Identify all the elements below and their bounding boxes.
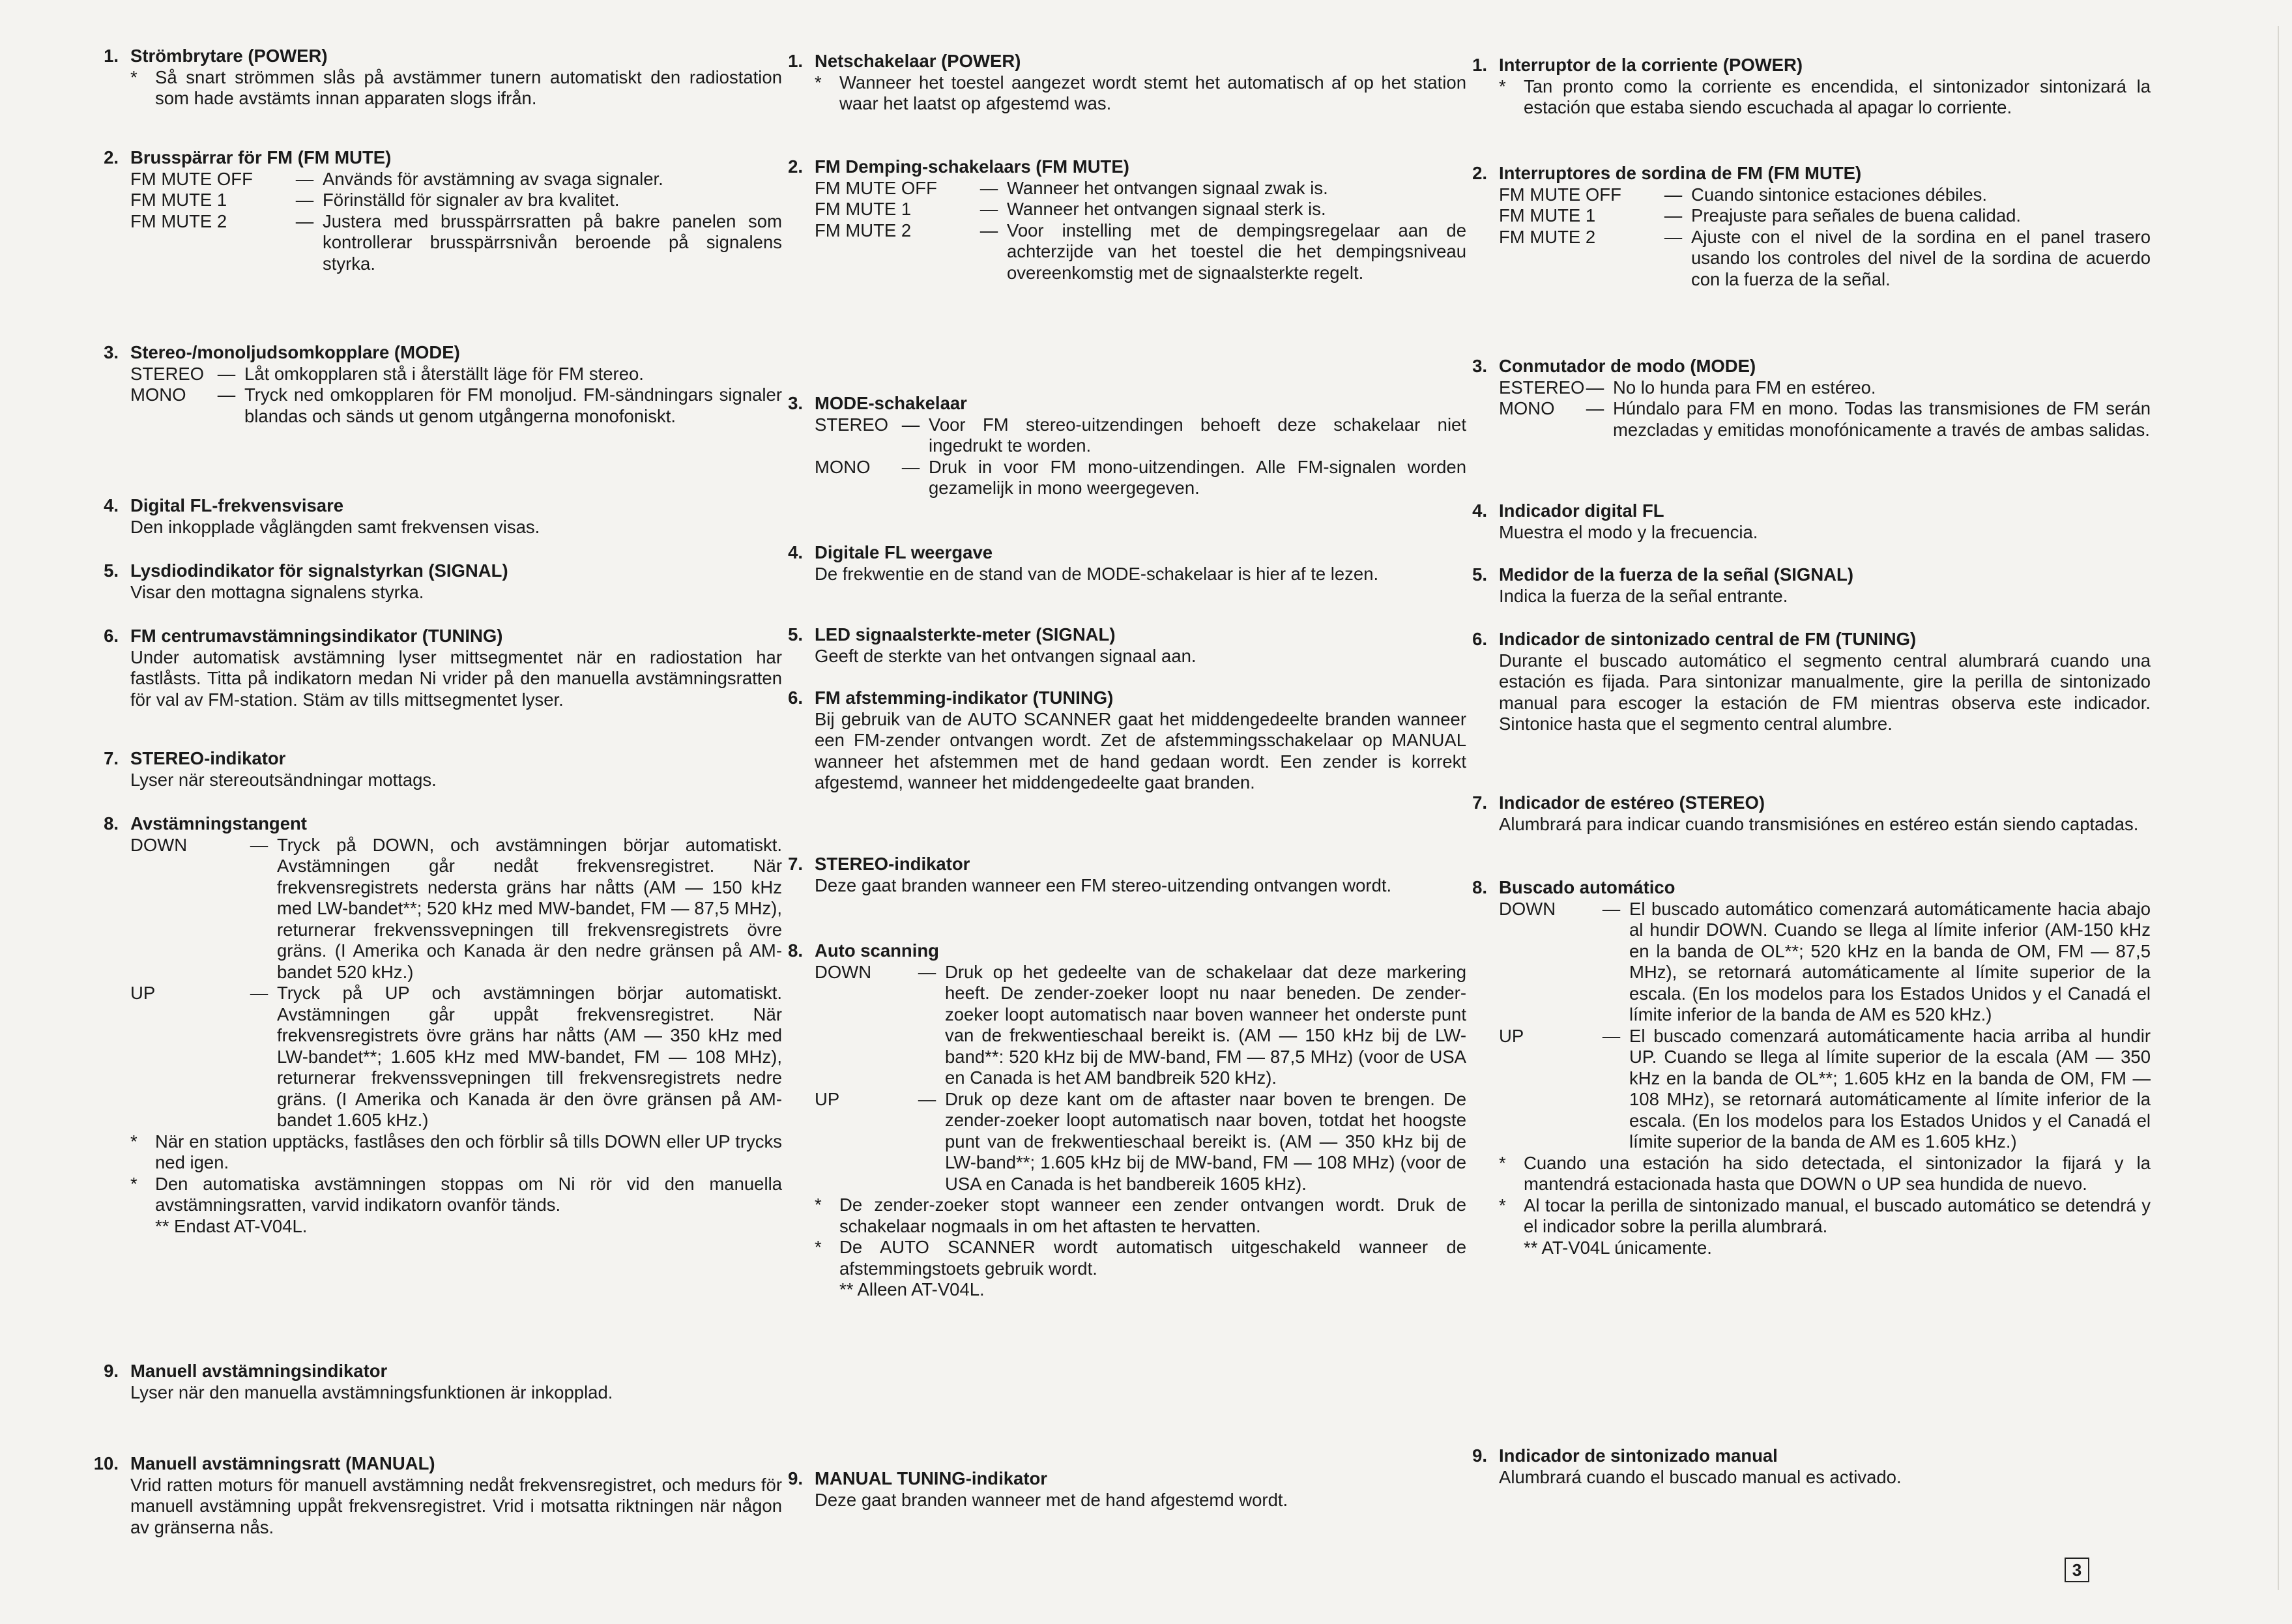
section-item xyxy=(104,748,782,790)
section-item xyxy=(788,688,1466,794)
section-number: 5. xyxy=(104,560,119,581)
section-item xyxy=(788,854,1466,896)
section-item xyxy=(788,51,1466,115)
section-number: 9. xyxy=(788,1468,803,1488)
section-text: De frekwentie en de stand van de MODE-schakelaar is hier af te lezen. xyxy=(815,563,1379,584)
section-number: 8. xyxy=(104,813,119,834)
bullet-icon: * xyxy=(1499,1152,1506,1173)
setting-entry xyxy=(130,983,782,1131)
section-number: 7. xyxy=(1472,792,1487,813)
section-title: Lysdiodindikator för signalstyrkan (SIGNAL) xyxy=(130,560,508,581)
section-title: STEREO-indikator xyxy=(815,854,970,874)
section-title: Indicador de sintonizado central de FM (TUNING) xyxy=(1499,629,1917,649)
setting-entry xyxy=(1499,377,2151,399)
setting-entry xyxy=(815,457,1466,499)
dash-separator: — xyxy=(1586,398,1604,418)
section-number: 2. xyxy=(1472,163,1487,183)
setting-description: Används för avstämning av svaga signaler. xyxy=(323,168,663,189)
section-item xyxy=(1472,629,2151,735)
section-number: 3. xyxy=(104,342,119,362)
section-title: Indicador digital FL xyxy=(1499,500,1664,521)
section-text: Durante el buscado automático el segmento central alumbrará cuando una estación es fijada. Para sintonizar manualmente, gire la perilla de sintonizado manual para escoger la estación de FM mientras observa este indicador. Sintonice hasta que el segmento central alumbre. xyxy=(1499,650,2151,734)
setting-description: Voor instelling met de dempingsregelaar aan de achterzijde van het toestel die het dempingsniveau overeenkomstig met de signaalsterkte regelt. xyxy=(1007,220,1466,283)
section-text: Deze gaat branden wanneer een FM stereo-uitzending ontvangen wordt. xyxy=(815,875,1392,895)
footnote: ** Endast AT-V04L. xyxy=(155,1215,308,1236)
bullet-text: Wanneer het toestel aangezet wordt stemt het automatisch af op het station waar het laatst op afgestemd was. xyxy=(839,72,1466,113)
bullet-icon: * xyxy=(1499,76,1506,96)
bullet-text: Så snart strömmen slås på avstämmer tunern automatiskt den radiostation som hade avstämts innan apparaten slogs ifrån. xyxy=(155,66,782,108)
setting-entry xyxy=(130,384,782,427)
section-number: 1. xyxy=(104,46,119,66)
setting-key: FM MUTE 1 xyxy=(130,190,227,210)
setting-key: MONO xyxy=(130,384,186,405)
section-item xyxy=(1472,1445,2151,1488)
section-title: Manuell avstämningsindikator xyxy=(130,1361,388,1381)
section-item xyxy=(788,1468,1466,1511)
section-number: 8. xyxy=(1472,877,1487,897)
setting-key: MONO xyxy=(815,456,871,477)
section-title: Stereo-/monoljudsomkopplare (MODE) xyxy=(130,342,460,362)
bullet-item xyxy=(1499,76,2151,119)
section-item xyxy=(788,542,1466,585)
section-number: 6. xyxy=(104,626,119,646)
bullet-text: De AUTO SCANNER wordt automatisch uitgeschakeld wanneer de afstemmingstoets gebruik wordt. xyxy=(839,1237,1466,1279)
dash-separator: — xyxy=(979,199,998,219)
setting-entry xyxy=(815,178,1466,199)
page-number: 3 xyxy=(2065,1558,2089,1582)
section-text: Alumbrará para indicar cuando transmisiónes en estéreo están siendo captadas. xyxy=(1499,813,2139,834)
setting-entry xyxy=(130,364,782,385)
section-title: Buscado automático xyxy=(1499,877,1675,897)
setting-description: Wanneer het ontvangen signaal sterk is. xyxy=(1007,199,1326,219)
section-text: Visar den mottagna signalens styrka. xyxy=(130,581,424,602)
setting-entry xyxy=(130,169,782,190)
section-title: FM centrumavstämningsindikator (TUNING) xyxy=(130,626,503,646)
section-text: Den inkopplade våglängden samt frekvensen visas. xyxy=(130,516,540,537)
section-number: 2. xyxy=(104,147,119,167)
section-text: Bij gebruik van de AUTO SCANNER gaat het middengedeelte branden wanneer een FM-zender ontvangen wordt. Zet de afstemmingsschakelaar op MANUAL wanneer het afstemmen met de hand gedaan wordt. Een zender is korrekt afgestemd, wanneer het middengedeelte gaat branden. xyxy=(815,708,1466,792)
setting-key: UP xyxy=(815,1088,840,1109)
setting-entry xyxy=(1499,1026,2151,1153)
section-title: Brusspärrar för FM (FM MUTE) xyxy=(130,147,392,167)
setting-key: FM MUTE 1 xyxy=(815,199,912,219)
section-text: Geeft de sterkte van het ontvangen signaal aan. xyxy=(815,645,1197,666)
dash-separator: — xyxy=(1586,377,1604,398)
dash-separator: — xyxy=(1664,226,1683,247)
bullet-item xyxy=(1499,1195,2151,1238)
setting-entry xyxy=(1499,205,2151,227)
dash-separator: — xyxy=(295,168,314,189)
section-item xyxy=(788,940,1466,1301)
setting-description: El buscado comenzará automáticamente hacia arriba al hundir UP. Cuando se llega al límite superior de la escala (AM — 350 kHz en la banda de OL**; 1.605 kHz en la banda de OM, FM — 108 MHz), se retornará automáticamente al límite inferior de la escala. (En los modelos para los Estados Unidos y el Canadá el límite superior de la banda de AM es 1.605 kHz.) xyxy=(1629,1025,2151,1152)
section-item xyxy=(104,147,782,274)
dash-separator: — xyxy=(295,190,314,210)
setting-key: STEREO xyxy=(130,363,205,384)
setting-description: El buscado automático comenzará automáticamente hacia abajo al hundir DOWN. Cuando se llega al límite inferior (AM-150 kHz en la banda de OL**; 520 kHz en la banda de OM, FM — 87,5 MHz), se retornará automáticamente al límite superior de la escala. (En los modelos para los Estados Unidos y el Canadá el límite inferior de la banda de AM es 520 kHz.) xyxy=(1629,898,2151,1024)
section-title: Digitale FL weergave xyxy=(815,542,993,562)
section-item xyxy=(104,813,782,1237)
setting-key: FM MUTE 2 xyxy=(815,220,912,240)
setting-description: Låt omkopplaren stå i återställt läge för FM stereo. xyxy=(244,363,644,384)
section-title: Digital FL-frekvensvisare xyxy=(130,495,344,515)
bullet-text: När en station upptäcks, fastlåses den och förblir så tills DOWN eller UP trycks ned igen. xyxy=(155,1131,782,1172)
section-text: Indica la fuerza de la señal entrante. xyxy=(1499,585,1788,606)
section-number: 10. xyxy=(93,1453,119,1473)
section-title: Interruptores de sordina de FM (FM MUTE) xyxy=(1499,163,1862,183)
setting-key: STEREO xyxy=(815,414,889,435)
setting-key: DOWN xyxy=(1499,898,1556,919)
setting-entry xyxy=(815,962,1466,1089)
bullet-item xyxy=(815,1237,1466,1279)
section-item xyxy=(104,560,782,603)
setting-entry xyxy=(130,835,782,983)
section-text: Deze gaat branden wanneer met de hand afgestemd wordt. xyxy=(815,1489,1288,1510)
section-title: FM Demping-schakelaars (FM MUTE) xyxy=(815,156,1129,177)
setting-description: Preajuste para señales de buena calidad. xyxy=(1691,205,2022,225)
dash-separator: — xyxy=(901,414,920,435)
section-number: 9. xyxy=(104,1361,119,1381)
setting-key: UP xyxy=(130,983,156,1003)
section-number: 7. xyxy=(788,854,803,874)
dash-separator: — xyxy=(1602,1025,1621,1046)
section-title: Netschakelaar (POWER) xyxy=(815,51,1021,71)
dash-separator: — xyxy=(217,363,236,384)
section-title: Avstämningstangent xyxy=(130,813,307,834)
section-item xyxy=(1472,500,2151,543)
section-title: Indicador de sintonizado manual xyxy=(1499,1445,1778,1466)
section-text: Vrid ratten moturs för manuell avstämning nedåt frekvensregistret, och medurs för manuell avstämning uppåt frekvensregistret. Vrid i motsatta riktningen när någon av gränserna nås. xyxy=(130,1474,782,1537)
bullet-icon: * xyxy=(130,66,138,87)
section-item xyxy=(1472,55,2151,119)
section-item xyxy=(1472,564,2151,607)
setting-key: DOWN xyxy=(130,834,188,855)
section-title: STEREO-indikator xyxy=(130,748,286,768)
section-title: MANUAL TUNING-indikator xyxy=(815,1468,1047,1488)
bullet-text: Tan pronto como la corriente es encendida, el sintonizador sintonizará la estación que estaba siendo escuchada al apagar lo corriente. xyxy=(1524,76,2151,117)
section-title: MODE-schakelaar xyxy=(815,393,967,413)
bullet-item xyxy=(130,1131,782,1174)
section-text: Under automatisk avstämning lyser mittsegmentet när en radiostation har fastlåsts. Titta på indikatorn medan Ni vrider på den manuella avstämningsratten för val av FM-station. Stäm av tills mittsegmentet lyser. xyxy=(130,646,782,710)
setting-key: ESTEREO xyxy=(1499,377,1585,398)
section-number: 4. xyxy=(104,495,119,515)
section-number: 2. xyxy=(788,156,803,177)
section-text: Alumbrará cuando el buscado manual es activado. xyxy=(1499,1466,1902,1487)
bullet-item xyxy=(815,1195,1466,1237)
section-number: 5. xyxy=(1472,564,1487,585)
section-title: FM afstemming-indikator (TUNING) xyxy=(815,688,1114,708)
section-item xyxy=(788,393,1466,499)
section-title: Conmutador de modo (MODE) xyxy=(1499,356,1756,376)
section-title: LED signaalsterkte-meter (SIGNAL) xyxy=(815,624,1116,645)
section-title: Medidor de la fuerza de la señal (SIGNAL) xyxy=(1499,564,1853,585)
setting-key: UP xyxy=(1499,1025,1524,1046)
section-item xyxy=(104,342,782,427)
dash-separator: — xyxy=(1664,205,1683,225)
bullet-item xyxy=(815,72,1466,115)
bullet-item xyxy=(1499,1153,2151,1195)
setting-entry xyxy=(815,199,1466,220)
setting-key: FM MUTE 1 xyxy=(1499,205,1596,225)
section-number: 9. xyxy=(1472,1445,1487,1466)
setting-key: MONO xyxy=(1499,398,1555,418)
dash-separator: — xyxy=(901,456,920,477)
dash-separator: — xyxy=(250,983,268,1003)
dash-separator: — xyxy=(918,961,936,982)
section-title: Auto scanning xyxy=(815,940,939,961)
dash-separator: — xyxy=(979,220,998,240)
section-text: Muestra el modo y la frecuencia. xyxy=(1499,521,1758,542)
section-item xyxy=(1472,877,2151,1258)
section-title: Interruptor de la corriente (POWER) xyxy=(1499,55,1803,75)
setting-description: Justera med brusspärrsratten på bakre panelen som kontrollerar brusspärrsnivån beroende på signalens styrka. xyxy=(323,210,782,274)
section-title: Manuell avstämningsratt (MANUAL) xyxy=(130,1453,435,1473)
bullet-icon: * xyxy=(130,1173,138,1194)
setting-entry xyxy=(815,414,1466,457)
section-number: 7. xyxy=(104,748,119,768)
setting-key: FM MUTE 2 xyxy=(130,210,227,231)
dash-separator: — xyxy=(1664,184,1683,205)
bullet-icon: * xyxy=(815,72,822,93)
setting-entry xyxy=(1499,899,2151,1026)
setting-key: DOWN xyxy=(815,961,872,982)
footnote: ** Alleen AT-V04L. xyxy=(839,1279,985,1299)
setting-description: Tryck på UP och avstämningen börjar automatiskt. Avstämningen går uppåt frekvensregistret. När frekvensregistrets övre gräns har nåtts (AM — 350 kHz med LW-bandet**; 1.605 kHz med MW-bandet, FM — 108 MHz), returnerar frekvenssvepningen till frekvensregistrets nedre gräns. (I Amerika och Kanada är den övre gränsen på AM-bandet 1.605 kHz.) xyxy=(277,983,782,1130)
setting-key: FM MUTE OFF xyxy=(1499,184,1621,205)
page-edge xyxy=(2278,26,2279,1590)
setting-description: Druk op het gedeelte van de schakelaar dat deze markering heeft. De zender-zoeker loopt nu naar beneden. De zender-zoeker loopt automatisch naar boven wanneer het onderste punt van de frekwentieschaal bereikt is. (AM — 150 kHz bij de LW-band**: 520 kHz bij de MW-band, FM — 87,5 MHz) (voor de USA en Canada is het AM bandbreik 520 kHz). xyxy=(945,961,1466,1088)
section-number: 3. xyxy=(1472,356,1487,376)
section-item xyxy=(788,624,1466,667)
setting-entry xyxy=(815,220,1466,284)
section-title: Strömbrytare (POWER) xyxy=(130,46,328,66)
section-item xyxy=(1472,356,2151,441)
dash-separator: — xyxy=(295,210,314,231)
section-number: 4. xyxy=(788,542,803,562)
bullet-text: De zender-zoeker stopt wanneer een zender ontvangen wordt. Druk de schakelaar nogmaals in om het aftasten te hervatten. xyxy=(839,1195,1466,1236)
dash-separator: — xyxy=(250,834,268,855)
section-item xyxy=(104,1361,782,1403)
bullet-icon: * xyxy=(130,1131,138,1152)
section-title: Indicador de estéreo (STEREO) xyxy=(1499,792,1765,813)
setting-entry xyxy=(1499,227,2151,291)
setting-entry xyxy=(130,211,782,275)
section-number: 6. xyxy=(1472,629,1487,649)
dash-separator: — xyxy=(1602,898,1621,919)
setting-entry xyxy=(815,1089,1466,1195)
section-item xyxy=(93,1453,782,1538)
section-number: 3. xyxy=(788,393,803,413)
setting-entry xyxy=(130,190,782,211)
section-item xyxy=(788,156,1466,283)
setting-key: FM MUTE OFF xyxy=(815,177,937,198)
section-text: Lyser när stereoutsändningar mottags. xyxy=(130,769,437,790)
section-item xyxy=(1472,792,2151,835)
bullet-item xyxy=(130,1174,782,1216)
bullet-item xyxy=(130,67,782,109)
section-number: 5. xyxy=(788,624,803,645)
setting-description: Tryck på DOWN, och avstämningen börjar automatiskt. Avstämningen går nedåt frekvensregistret. När frekvensregistrets nedersta gräns har nåtts (AM — 150 kHz med LW-bandet**; 520 kHz med MW-bandet, FM — 87,5 MHz), returnerar frekvenssvepningen till frekvensregistrets övre gräns. (I Amerika och Kanada är den nedre gränsen på AM-bandet 520 kHz.) xyxy=(277,834,782,982)
bullet-text: Den automatiska avstämningen stoppas om Ni rör vid den manuella avstämningsratten, varvid indikatorn ovanför tänds. xyxy=(155,1173,782,1215)
dash-separator: — xyxy=(918,1088,936,1109)
section-number: 1. xyxy=(1472,55,1487,75)
setting-description: Ajuste con el nivel de la sordina en el panel trasero usando los controles del nivel de la sordina de acuerdo con la fuerza de la señal. xyxy=(1691,226,2151,289)
footnote: ** AT-V04L únicamente. xyxy=(1524,1237,1712,1258)
bullet-icon: * xyxy=(815,1195,822,1215)
section-item xyxy=(1472,163,2151,290)
setting-key: FM MUTE OFF xyxy=(130,168,253,189)
setting-description: Druk op deze kant om de aftaster naar boven te brengen. De zender-zoeker loopt automatisch naar boven, totdat het hoogste punt van de frekwentieschaal bereikt is. (AM — 350 kHz bij de LW-band**; 1.605 kHz bij de MW-band, FM — 108 MHz) (voor de USA en Canada is het bandbereik 1605 kHz). xyxy=(945,1088,1466,1194)
section-number: 6. xyxy=(788,688,803,708)
section-number: 1. xyxy=(788,51,803,71)
setting-description: Cuando sintonice estaciones débiles. xyxy=(1691,184,1988,205)
bullet-text: Al tocar la perilla de sintonizado manual, el buscado automático se detendrá y el indicador sobre la perilla alumbrará. xyxy=(1524,1195,2151,1236)
setting-description: Voor FM stereo-uitzendingen behoeft deze schakelaar niet ingedrukt te worden. xyxy=(929,414,1466,456)
section-text: Lyser när den manuella avstämningsfunktionen är inkopplad. xyxy=(130,1382,613,1402)
section-item xyxy=(104,46,782,109)
setting-key: FM MUTE 2 xyxy=(1499,226,1596,247)
setting-description: Druk in voor FM mono-uitzendingen. Alle FM-signalen worden gezamelijk in mono weergegeven. xyxy=(929,456,1466,498)
setting-description: No lo hunda para FM en estéreo. xyxy=(1613,377,1876,398)
section-number: 8. xyxy=(788,940,803,961)
section-item xyxy=(104,626,782,710)
setting-entry xyxy=(1499,184,2151,206)
section-item xyxy=(104,495,782,538)
bullet-text: Cuando una estación ha sido detectada, el sintonizador la fijará y la mantendrá estacionada hasta que DOWN o UP sea hundida de nuevo. xyxy=(1524,1152,2151,1194)
setting-description: Húndalo para FM en mono. Todas las transmisiones de FM serán mezcladas y emitidas monofónicamente a través de ambas salidas. xyxy=(1613,398,2151,440)
setting-description: Tryck ned omkopplaren för FM monoljud. FM-sändningars signaler blandas och sänds ut genom utgångerna monofoniskt. xyxy=(244,384,782,426)
dash-separator: — xyxy=(217,384,236,405)
setting-description: Förinställd för signaler av bra kvalitet. xyxy=(323,190,620,210)
bullet-icon: * xyxy=(815,1237,822,1257)
dash-separator: — xyxy=(979,177,998,198)
setting-description: Wanneer het ontvangen signaal zwak is. xyxy=(1007,177,1328,198)
setting-entry xyxy=(1499,398,2151,441)
bullet-icon: * xyxy=(1499,1195,1506,1215)
section-number: 4. xyxy=(1472,500,1487,521)
